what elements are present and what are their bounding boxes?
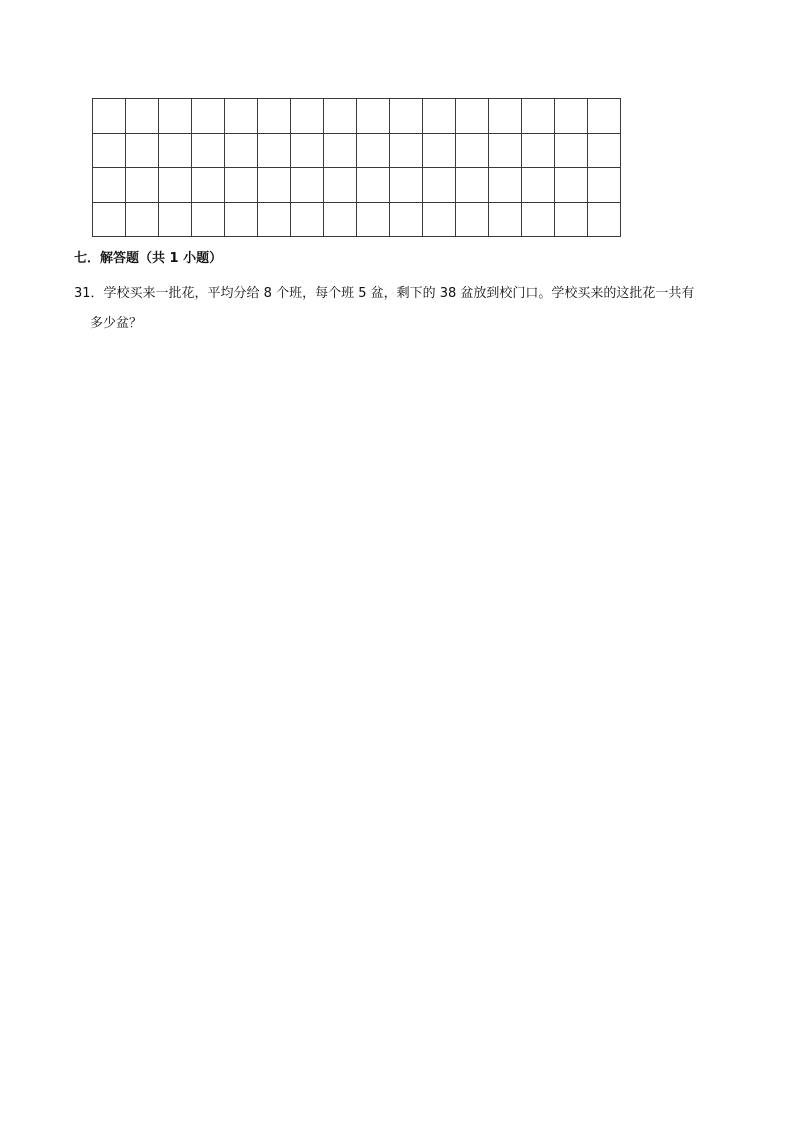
grid-cell xyxy=(555,99,588,134)
grid-cell xyxy=(159,99,192,134)
grid-cell xyxy=(225,99,258,134)
grid-cell xyxy=(390,133,423,168)
grid-cell xyxy=(423,168,456,203)
grid-cell xyxy=(522,133,555,168)
grid-cell xyxy=(192,202,225,237)
grid-cell xyxy=(192,99,225,134)
grid-cell xyxy=(291,168,324,203)
grid-cell xyxy=(423,133,456,168)
grid-cell xyxy=(225,133,258,168)
grid-row xyxy=(93,168,621,203)
grid-row xyxy=(93,99,621,134)
grid-cell xyxy=(324,202,357,237)
grid-cell xyxy=(225,202,258,237)
grid-cell xyxy=(192,168,225,203)
grid-cell xyxy=(258,99,291,134)
grid-cell xyxy=(390,202,423,237)
grid-cell xyxy=(522,168,555,203)
grid-cell xyxy=(588,168,621,203)
question-number: 31． xyxy=(74,286,104,301)
grid-cell xyxy=(324,99,357,134)
grid-cell xyxy=(357,168,390,203)
grid-cell xyxy=(291,133,324,168)
grid-row xyxy=(93,133,621,168)
grid-cell xyxy=(159,168,192,203)
grid-cell xyxy=(126,202,159,237)
grid-cell xyxy=(555,168,588,203)
grid-cell xyxy=(159,202,192,237)
grid-cell xyxy=(357,99,390,134)
grid-cell xyxy=(93,133,126,168)
grid-cell xyxy=(126,133,159,168)
grid-cell xyxy=(522,99,555,134)
grid-cell xyxy=(291,99,324,134)
grid-cell xyxy=(588,133,621,168)
grid-cell xyxy=(93,99,126,134)
grid-cell xyxy=(357,202,390,237)
grid-cell xyxy=(93,168,126,203)
question-text-line2: 多少盆？ xyxy=(90,316,143,331)
grid-cell xyxy=(555,133,588,168)
grid-cell xyxy=(159,133,192,168)
grid-cell xyxy=(456,99,489,134)
grid-cell xyxy=(588,202,621,237)
grid-cell xyxy=(522,202,555,237)
grid-cell xyxy=(225,168,258,203)
question-text-line1: 学校买来一批花，平均分给 8 个班，每个班 5 盆，剩下的 38 盆放到校门口。学校买来的这批花一共有 xyxy=(103,286,695,301)
grid-cell xyxy=(258,202,291,237)
writing-grid xyxy=(92,98,621,237)
grid-cell xyxy=(126,99,159,134)
grid-cell xyxy=(489,99,522,134)
grid-cell xyxy=(489,133,522,168)
grid-cell xyxy=(588,99,621,134)
grid-cell xyxy=(555,202,588,237)
grid-cell xyxy=(456,168,489,203)
grid-cell xyxy=(456,202,489,237)
grid-cell xyxy=(390,168,423,203)
grid-cell xyxy=(93,202,126,237)
grid-row xyxy=(93,202,621,237)
section-title: 七．解答题（共 1 小题） xyxy=(74,251,223,266)
grid-cell xyxy=(258,168,291,203)
question-31 xyxy=(74,279,694,339)
grid-cell xyxy=(324,133,357,168)
grid-cell xyxy=(192,133,225,168)
grid-cell xyxy=(126,168,159,203)
grid-cell xyxy=(423,202,456,237)
grid-cell xyxy=(390,99,423,134)
grid-cell xyxy=(489,202,522,237)
grid-cell xyxy=(456,133,489,168)
grid-cell xyxy=(357,133,390,168)
grid-cell xyxy=(291,202,324,237)
grid-cell xyxy=(489,168,522,203)
grid-cell xyxy=(258,133,291,168)
grid-cell xyxy=(324,168,357,203)
grid-cell xyxy=(423,99,456,134)
